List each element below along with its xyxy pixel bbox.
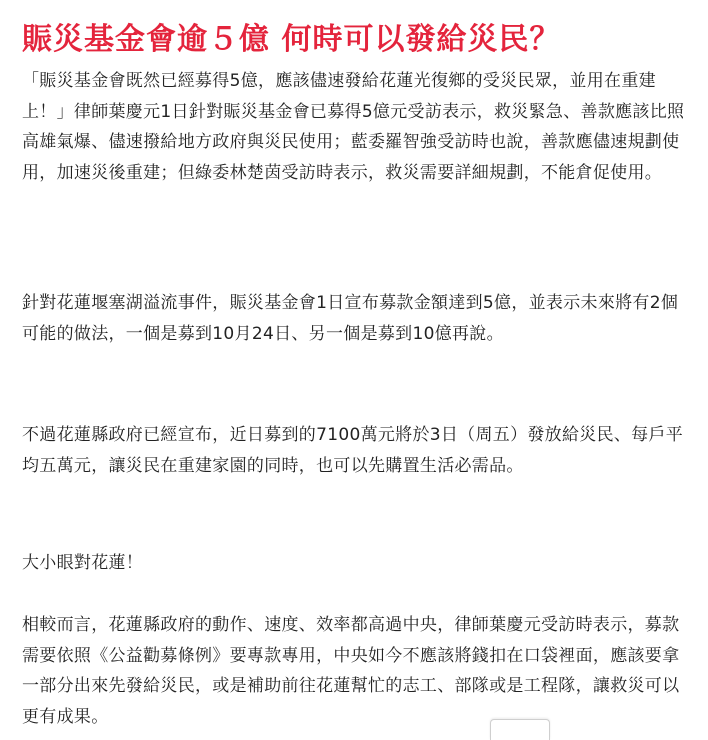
article-subheading: 大小眼對花蓮！ bbox=[22, 553, 144, 573]
article-paragraph-3: 不過花蓮縣政府已經宣布，近日募到的7100萬元將於3日（周五）發放給災民、每戶平均五萬元，讓災民在重建家園的同時，也可以先購置生活必需品。 bbox=[22, 425, 684, 476]
article-paragraph-2: 針對花蓮堰塞湖溢流事件，賑災基金會1日宣布募款金額達到5億，並表示未來將有2個可能的做法，一個是募到10月24日、另一個是募到10億再說。 bbox=[22, 293, 679, 344]
article-paragraph-1: 「賑災基金會既然已經募得5億，應該儘速發給花蓮光復鄉的受災民眾，並用在重建上！」律師葉慶元1日針對賑災基金會已募得5億元受訪表示，救災緊急、善款應該比照高雄氣爆、儘速撥給地方政府與災民使用；藍委羅智強受訪時也說，善款應儘速規劃使用，加速災後重建；但綠委林楚茵受訪時表示，救災需要詳細規劃，不能倉促使用。 bbox=[22, 71, 685, 183]
article-paragraph-4: 相較而言，花蓮縣政府的動作、速度、效率都高過中央，律師葉慶元受訪時表示，募款需要依照《公益勸募條例》要專款專用，中央如今不應該將錢扣在口袋裡面，應該要拿一部分出來先發給災民，或是補助前往花蓮幫忙的志工、部隊或是工程隊，讓救災可以更有成果。 bbox=[22, 615, 680, 727]
embedded-widget-edge[interactable] bbox=[490, 719, 550, 740]
article-headline: 賑災基金會逾５億 何時可以發給災民？ bbox=[22, 22, 561, 57]
